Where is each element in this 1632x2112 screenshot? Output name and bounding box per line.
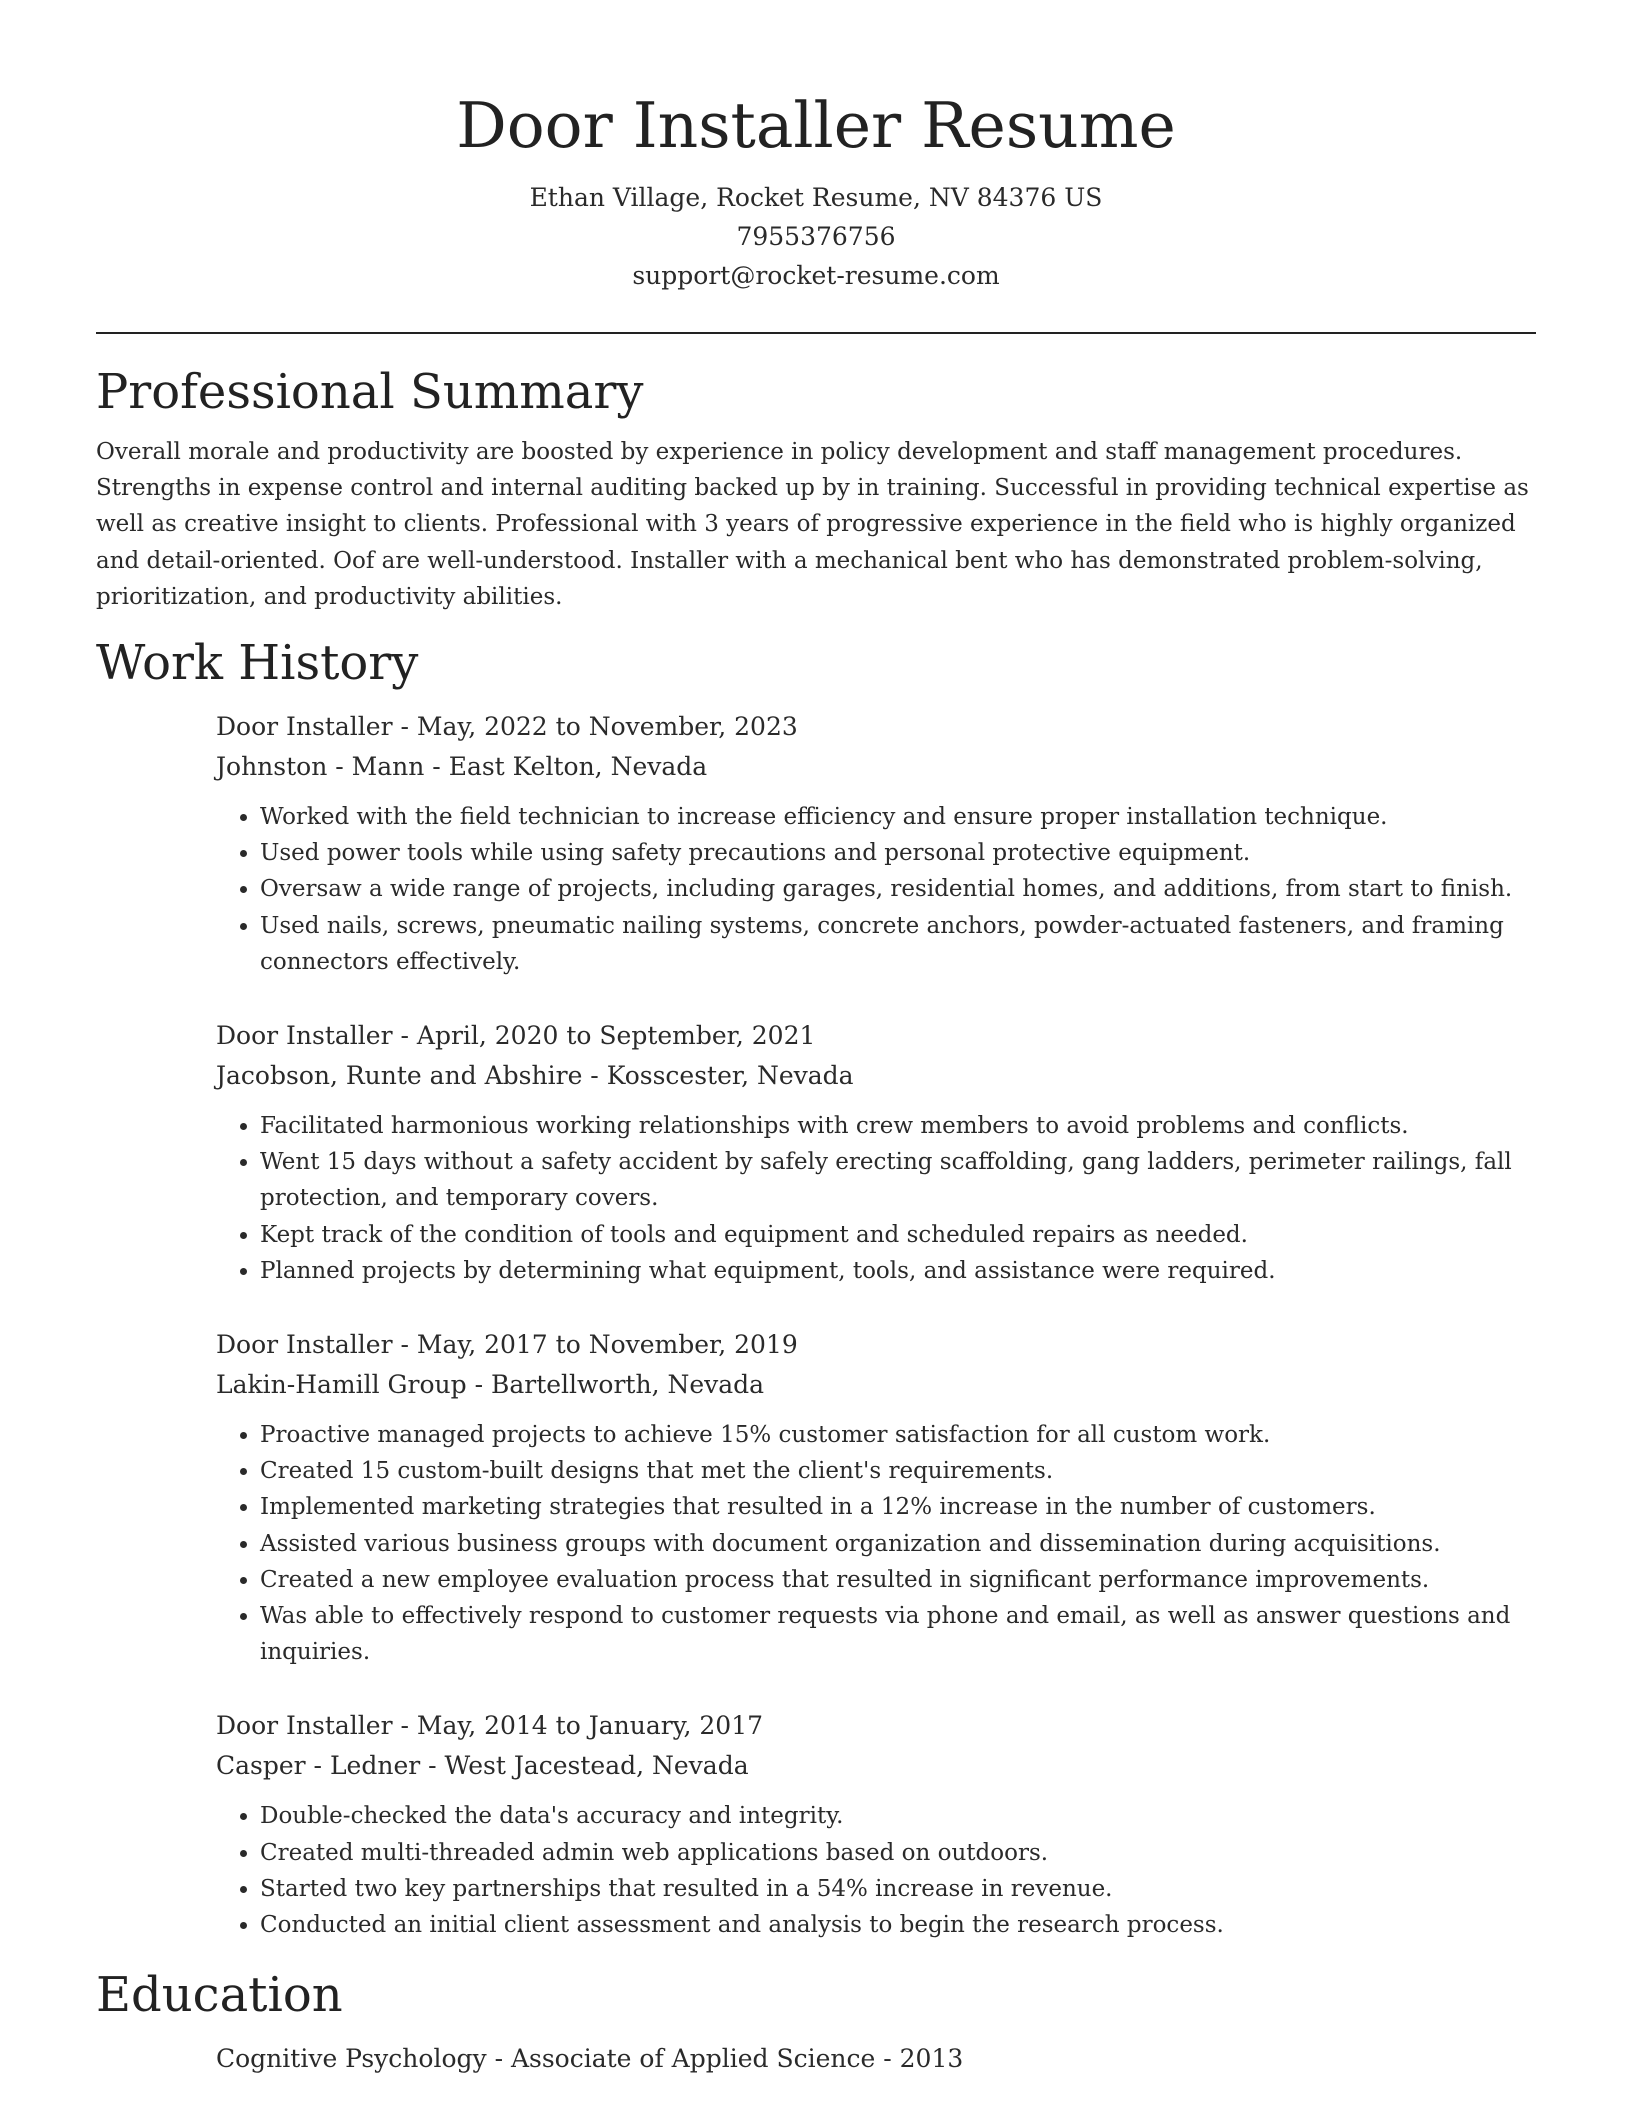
job-company-line	[216, 1365, 1536, 1405]
job-bullet: • Created 15 custom-built designs that met the client's requirements.	[260, 1453, 1536, 1489]
job-bullets	[216, 1417, 1536, 1670]
job-bullets	[216, 799, 1536, 980]
section-heading-education: Education	[96, 1967, 343, 2024]
education-year: - 2013	[875, 2044, 964, 2074]
job-location: - Kosscester, Nevada	[582, 1061, 854, 1091]
job-location: - Bartellworth, Nevada	[466, 1370, 765, 1400]
contact-info	[96, 178, 1536, 295]
resume-header	[96, 0, 1536, 295]
education-entry	[216, 2039, 1536, 2079]
page-title: Door Installer Resume	[456, 89, 1176, 162]
contact-phone: 7955376756	[736, 222, 896, 251]
job-title: Door Installer	[216, 1711, 393, 1741]
job-bullets	[216, 1798, 1536, 1943]
job-bullet: • Was able to effectively respond to customer requests via phone and email, as well as answer questions and inquiries.	[260, 1598, 1536, 1670]
job-bullet: • Planned projects by determining what equipment, tools, and assistance were required.	[260, 1253, 1536, 1289]
job-bullet: • Created multi-threaded admin web applications based on outdoors.	[260, 1835, 1536, 1871]
section-heading-summary: Professional Summary	[96, 364, 644, 420]
job-bullet: • Started two key partnerships that resulted in a 54% increase in revenue.	[260, 1871, 1536, 1907]
job-bullet: • Used power tools while using safety precautions and personal protective equipment.	[260, 835, 1536, 871]
job-title-line	[216, 1325, 1536, 1365]
job-company-line	[216, 1746, 1536, 1786]
job-bullet: • Implemented marketing strategies that resulted in a 12% increase in the number of customers.	[260, 1489, 1536, 1525]
resume-page	[96, 0, 1536, 2079]
education-field: Cognitive Psychology	[216, 2044, 487, 2074]
contact-address: Ethan Village, Rocket Resume, NV 84376 US	[529, 183, 1103, 212]
job-bullet: • Went 15 days without a safety accident by safely erecting scaffolding, gang ladders, perimeter railings, fall protection, and temporary covers.	[260, 1144, 1536, 1216]
job-dates: - May, 2017 to November, 2019	[392, 1330, 798, 1360]
job-company: Jacobson, Runte and Abshire	[216, 1061, 583, 1091]
job-entry	[216, 1016, 1536, 1289]
education-degree: - Associate of Applied Science	[486, 2044, 876, 2074]
job-entry	[216, 707, 1536, 980]
job-bullet: • Used nails, screws, pneumatic nailing systems, concrete anchors, powder-actuated fasteners, and framing connectors effectively.	[260, 908, 1536, 980]
job-company-line	[216, 1056, 1536, 1096]
job-company: Lakin-Hamill Group	[216, 1370, 467, 1400]
job-bullet: • Created a new employee evaluation process that resulted in significant performance improvements.	[260, 1562, 1536, 1598]
job-company: Johnston - Mann	[216, 752, 425, 782]
job-title: Door Installer	[216, 1021, 393, 1051]
job-location: - East Kelton, Nevada	[424, 752, 708, 782]
job-title-line	[216, 1706, 1536, 1746]
contact-email: support@rocket-resume.com	[632, 261, 1000, 290]
section-heading-work-history: Work History	[96, 635, 419, 692]
job-bullet: • Conducted an initial client assessment and analysis to begin the research process.	[260, 1907, 1536, 1943]
summary-text: Overall morale and productivity are boosted by experience in policy development and staff management procedures. Strengths in expense control and internal auditing backed up by in training. Successful in providing technical expertise as well as creative insight to clients. Professional with 3 years of progressive experience in the field who is highly organized and detail-oriented. Oof are well-understood. Installer with a mechanical bent who has demonstrated problem-solving, prioritization, and productivity abilities.	[96, 439, 1529, 610]
job-entry	[216, 1325, 1536, 1670]
job-bullet: • Kept track of the condition of tools and equipment and scheduled repairs as needed.	[260, 1217, 1536, 1253]
job-dates: - May, 2022 to November, 2023	[392, 712, 798, 742]
job-title-line	[216, 707, 1536, 747]
job-bullet: • Facilitated harmonious working relationships with crew members to avoid problems and conflicts.	[260, 1108, 1536, 1144]
job-title: Door Installer	[216, 712, 393, 742]
job-dates: - April, 2020 to September, 2021	[392, 1021, 816, 1051]
job-location: - West Jacestead, Nevada	[420, 1751, 749, 1781]
job-bullet: • Worked with the field technician to increase efficiency and ensure proper installation technique.	[260, 799, 1536, 835]
job-bullet: • Double-checked the data's accuracy and integrity.	[260, 1798, 1536, 1834]
job-title-line	[216, 1016, 1536, 1056]
job-bullets	[216, 1108, 1536, 1289]
work-history-list	[216, 707, 1536, 1943]
job-bullet: • Assisted various business groups with document organization and dissemination during acquisitions.	[260, 1526, 1536, 1562]
job-company: Casper - Ledner	[216, 1751, 421, 1781]
job-dates: - May, 2014 to January, 2017	[392, 1711, 764, 1741]
job-title: Door Installer	[216, 1330, 393, 1360]
job-entry	[216, 1706, 1536, 1943]
header-divider	[96, 332, 1536, 334]
job-bullet: • Oversaw a wide range of projects, including garages, residential homes, and additions, from start to finish.	[260, 871, 1536, 907]
job-company-line	[216, 747, 1536, 787]
job-bullet: • Proactive managed projects to achieve 15% customer satisfaction for all custom work.	[260, 1417, 1536, 1453]
